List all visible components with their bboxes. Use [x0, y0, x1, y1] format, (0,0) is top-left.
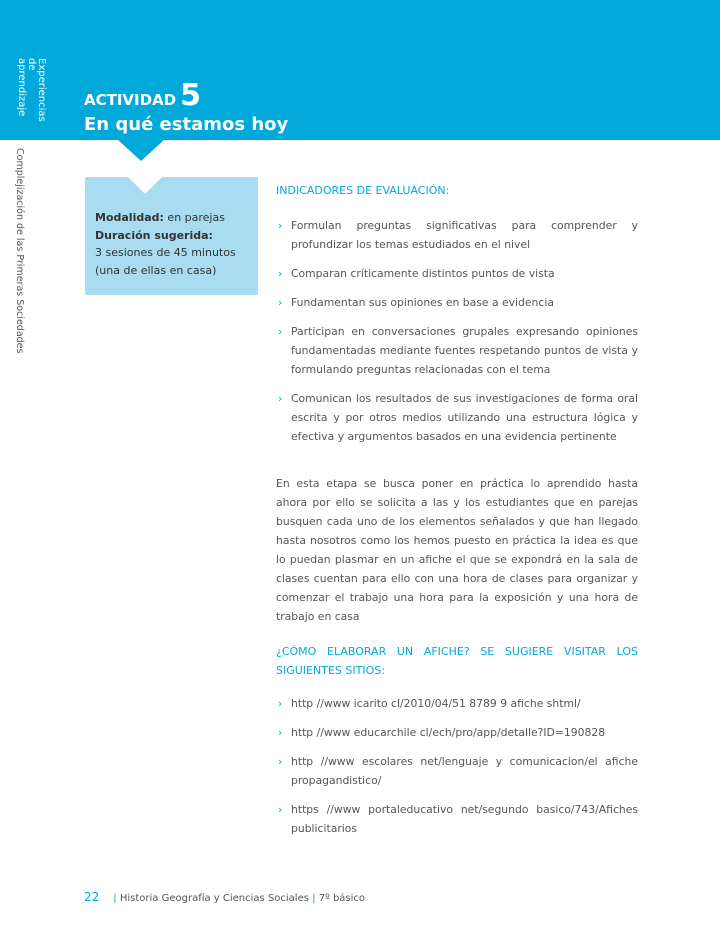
- main-content: [276, 181, 638, 848]
- subject: Historia Geografía y Ciencias Sociales: [119, 893, 309, 904]
- duration-value: 3 sesiones de 45 minutos: [95, 246, 236, 259]
- body-paragraph: En esta etapa se busca poner en práctica lo aprendido hasta ahora por ello se solicita a las y los estudiantes que en parejas busquen cada uno de los elementos señalados y que han llegado hasta nosotros como los hemos puesto en práctica la idea es que lo puedan plasmar en un afiche el que se expondrá en la sala de clases cuentan para ello con una hora de clases para organizar y comenzar el trabajo una hora para la exposición y una hora de trabajo en casa: [276, 477, 638, 623]
- modality-value: en parejas: [167, 211, 225, 224]
- modality-label: Modalidad:: [95, 211, 164, 224]
- site-link[interactable]: › http //www educarchile cl/ech/pro/app/detalle?ID=190828: [276, 723, 638, 742]
- site-link[interactable]: › https //www portaleducativo net/segundo basico/743/Afiches publicitarios: [276, 800, 638, 838]
- list-item: › Comunican los resultados de sus investigaciones de forma oral escrita y por otros medios utilizando una estructura lógica y efectiva y argumentos basados en una evidencia pertinente: [276, 389, 638, 446]
- separator: |: [312, 893, 316, 904]
- indicators-heading: INDICADORES DE EVALUACIÓN:: [276, 184, 450, 197]
- indicators-list: [276, 216, 638, 446]
- info-box: [85, 177, 258, 295]
- page-title: En qué estamos hoy: [84, 114, 289, 135]
- sites-heading: ¿CÓMO ELABORAR UN AFICHE? SE SUGIERE VISITAR LOS SIGUIENTES SITIOS:: [276, 645, 638, 677]
- page-footer: [84, 890, 365, 904]
- list-item: › Participan en conversaciones grupales expresando opiniones fundamentadas mediante fuentes respetando puntos de vista y formulando preguntas relacionadas con el tema: [276, 322, 638, 379]
- unit-label: Complejización de las Primeras Sociedades: [14, 148, 25, 354]
- activity-number: 5: [180, 78, 202, 113]
- section-label: Experiencias de aprendizaje: [16, 58, 47, 122]
- site-link[interactable]: › http //www escolares net/lenguaje y comunicacion/el afiche propagandistico/: [276, 752, 638, 790]
- site-link[interactable]: › http //www icarito cl/2010/04/51 8789 9 afiche shtml/: [276, 694, 638, 713]
- grade: 7º básico: [318, 893, 366, 904]
- list-item: › Comparan críticamente distintos puntos de vista: [276, 264, 638, 283]
- activity-heading: [84, 78, 201, 113]
- info-box-notch: [128, 177, 162, 194]
- duration-note: (una de ellas en casa): [95, 263, 217, 277]
- list-item: › Formulan preguntas significativas para comprender y profundizar los temas estudiados en el nivel: [276, 216, 638, 254]
- page-number: 22: [84, 890, 100, 904]
- duration-label: Duración sugerida:: [95, 228, 213, 242]
- list-item: › Fundamentan sus opiniones en base a evidencia: [276, 293, 638, 312]
- sites-list: [276, 694, 638, 838]
- separator: |: [113, 893, 117, 904]
- header-notch: [117, 139, 165, 161]
- activity-label: ACTIVIDAD: [84, 91, 177, 109]
